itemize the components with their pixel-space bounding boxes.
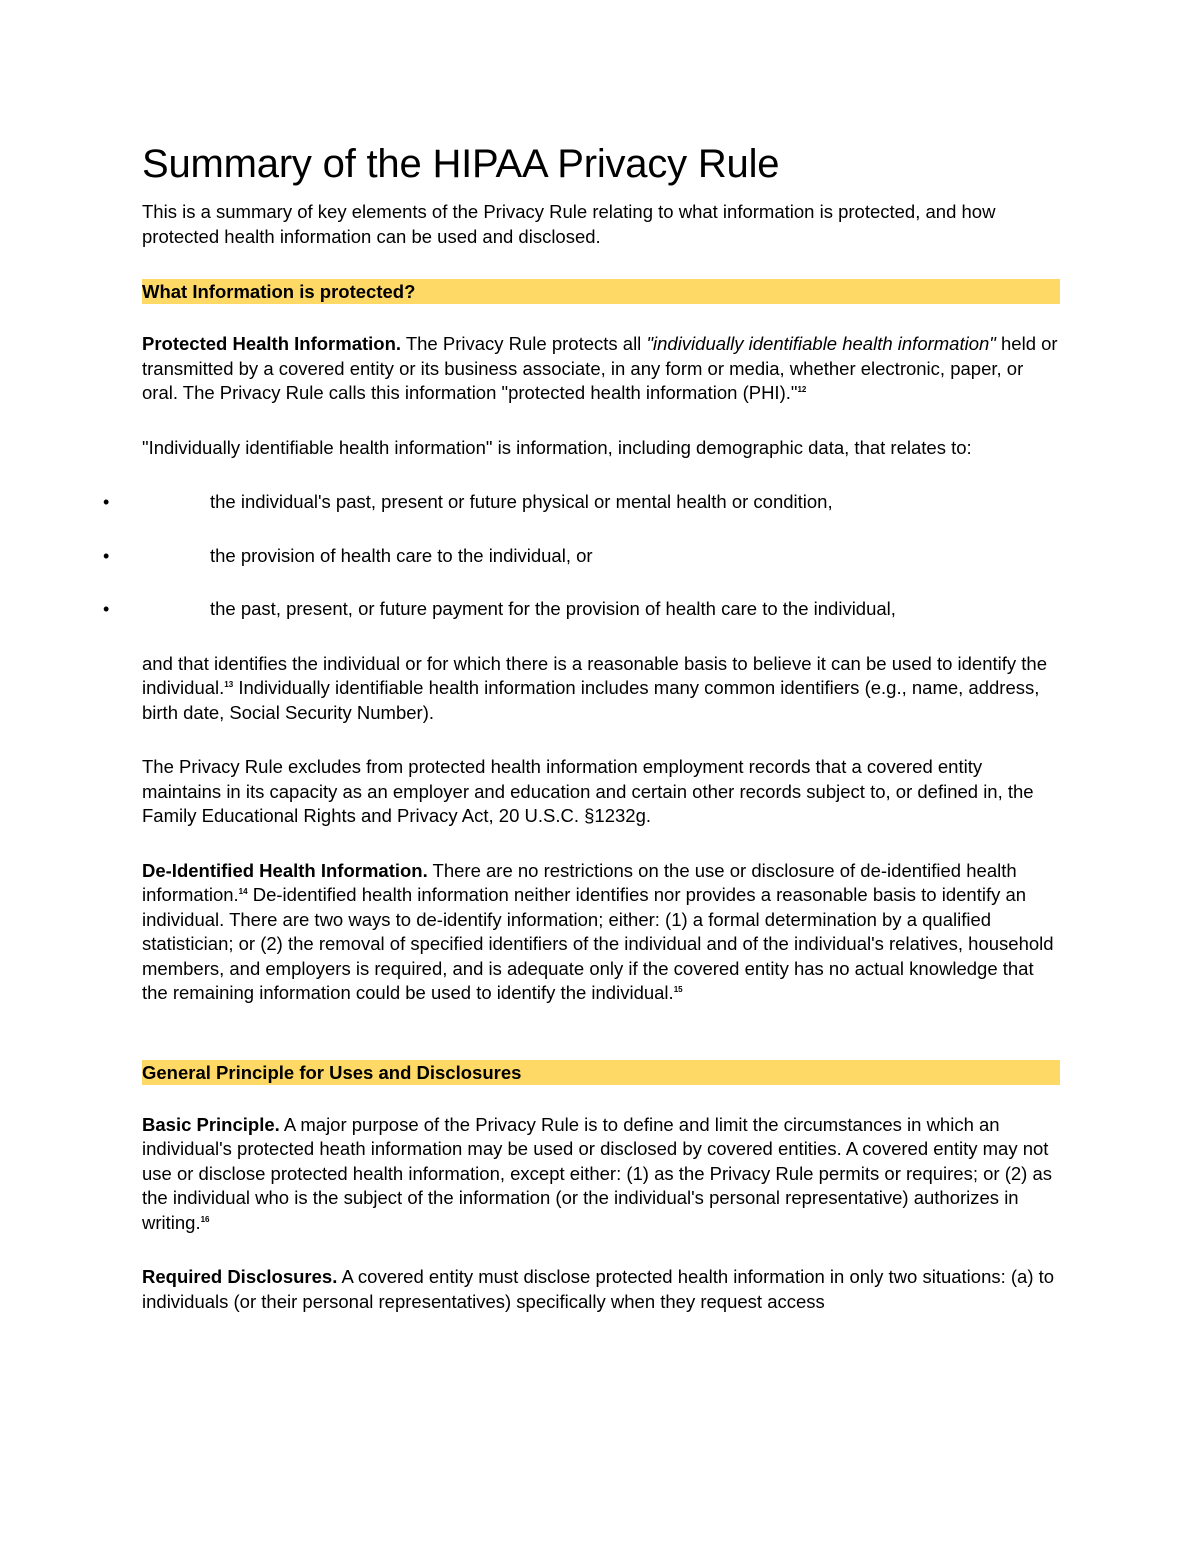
identifies-text-b: Individually identifiable health information includes many common identifiers (e.g., name, address, birth date, Social Security Number).	[142, 677, 1040, 723]
required-disclosures-paragraph	[142, 1265, 1062, 1314]
required-disclosures-text: A covered entity must disclose protected health information in only two situations: (a) to individuals (or their personal representatives) specifically when they request access	[142, 1266, 1055, 1312]
document-title: Summary of the HIPAA Privacy Rule	[142, 142, 780, 186]
footnote-15: 15	[673, 984, 683, 994]
phi-paragraph	[142, 332, 1062, 406]
identifies-paragraph	[142, 652, 1062, 726]
footnote-16: 16	[200, 1214, 210, 1224]
iihi-intro-paragraph: "Individually identifiable health information" is information, including demographic data, that relates to:	[142, 436, 972, 458]
list-item	[103, 490, 1062, 515]
deidentified-text-b: De-identified health information neither identifies nor provides a reasonable basis to identify an individual. There are two ways to de-identify information; either: (1) a formal determination by a qualified statistician; or (2) the removal of specified identifiers of the individual and of the individual's relatives, household members, and employers is required, and is adequate only if the covered entity has no actual knowledge that the remaining information could be used to identify the individual.	[142, 884, 1054, 1003]
footnote-13: 13	[224, 679, 234, 689]
intro-paragraph: This is a summary of key elements of the Privacy Rule relating to what information is protected, and how protected health information can be used and disclosed.	[142, 201, 996, 247]
section-heading-what-information: What Information is protected?	[142, 279, 1060, 304]
basic-principle-lead: Basic Principle.	[142, 1113, 280, 1135]
document-page	[103, 140, 1062, 1344]
footnote-14: 14	[238, 886, 248, 896]
phi-text-b: held or transmitted by a covered entity or its business associate, in any form or media, whether electronic, paper, or oral. The Privacy Rule calls this information "protected health information (PHI)."	[142, 333, 1058, 403]
bullet-icon: •	[103, 492, 110, 512]
deidentified-paragraph	[142, 859, 1062, 1006]
bullet-text: the past, present, or future payment for the provision of health care to the individual,	[210, 598, 896, 619]
footnote-12: 12	[797, 384, 807, 394]
phi-italic: "individually identifiable health information"	[646, 333, 996, 354]
bullet-icon: •	[103, 599, 110, 619]
list-item	[103, 597, 1062, 622]
deidentified-lead: De-Identified Health Information.	[142, 859, 428, 881]
phi-text-a: The Privacy Rule protects all	[401, 333, 647, 354]
list-item	[103, 544, 1062, 569]
phi-lead: Protected Health Information.	[142, 333, 402, 354]
section-heading-general-principle: General Principle for Uses and Disclosures	[142, 1060, 1060, 1085]
identifies-text-a: and that identifies the individual or for which there is a reasonable basis to believe it can be used to identify the individual.	[142, 652, 1048, 698]
bullet-text: the provision of health care to the individual, or	[210, 544, 593, 566]
deidentified-text-a: There are no restrictions on the use or disclosure of de-identified health information.	[142, 859, 1017, 905]
basic-principle-text: A major purpose of the Privacy Rule is to define and limit the circumstances in which an individual's protected heath information may be used or disclosed by covered entities. A covered entity may not use or disclose protected health information, except either: (1) as the Privacy Rule permits or requires; or (2) as the individual who is the subject of the information (or the individual's personal representative) authorizes in writing.	[142, 1113, 1052, 1233]
basic-principle-paragraph	[142, 1113, 1062, 1236]
excludes-paragraph: The Privacy Rule excludes from protected health information employment records that a covered entity maintains in its capacity as an employer and education and certain other records subject to, or defined in, the Family Educational Rights and Privacy Act, 20 U.S.C. §1232g.	[142, 756, 1034, 826]
bullet-icon: •	[103, 545, 110, 566]
required-disclosures-lead: Required Disclosures.	[142, 1266, 338, 1287]
bullet-text: the individual's past, present or future physical or mental health or condition,	[210, 491, 833, 512]
iihi-bullet-list	[103, 490, 1062, 622]
